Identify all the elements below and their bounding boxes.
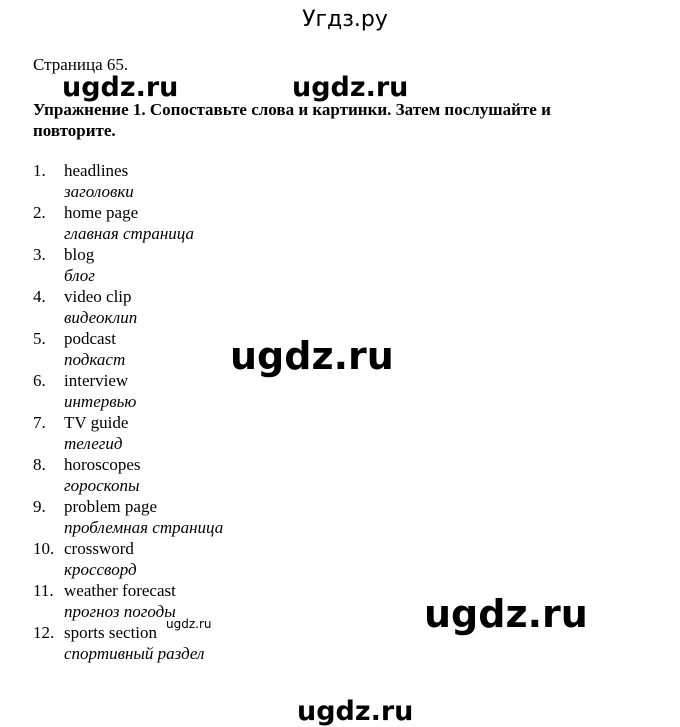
item-number: 8. bbox=[33, 455, 46, 474]
english-word: blog bbox=[64, 245, 95, 264]
english-word: podcast bbox=[64, 329, 116, 348]
list-item bbox=[33, 580, 333, 622]
item-number: 4. bbox=[33, 287, 46, 306]
item-number: 5. bbox=[33, 329, 46, 348]
item-number: 3. bbox=[33, 245, 46, 264]
exercise-heading: Упражнение 1. Сопоставьте слова и картинки. Затем послушайте и повторите. bbox=[33, 100, 551, 140]
item-number: 7. bbox=[33, 413, 46, 432]
word-list bbox=[33, 160, 333, 664]
watermark: ugdz.ru bbox=[230, 334, 394, 378]
list-item bbox=[33, 160, 333, 202]
item-number: 2. bbox=[33, 203, 46, 222]
list-item bbox=[33, 286, 333, 328]
english-word: crossword bbox=[64, 539, 134, 558]
russian-translation: спортивный раздел bbox=[64, 644, 205, 663]
english-word: horoscopes bbox=[64, 455, 141, 474]
english-word: TV guide bbox=[64, 413, 129, 432]
english-word: problem page bbox=[64, 497, 157, 516]
list-item bbox=[33, 202, 333, 244]
russian-translation: гороскопы bbox=[64, 476, 140, 495]
russian-translation: интервью bbox=[64, 392, 137, 411]
item-number: 6. bbox=[33, 371, 46, 390]
list-item bbox=[33, 244, 333, 286]
watermark: ugdz.ru bbox=[166, 617, 212, 631]
list-item bbox=[33, 496, 333, 538]
watermark: ugdz.ru bbox=[424, 592, 588, 636]
russian-translation: кроссворд bbox=[64, 560, 137, 579]
english-word: video clip bbox=[64, 287, 132, 306]
english-word: headlines bbox=[64, 161, 129, 180]
english-word: home page bbox=[64, 203, 139, 222]
site-title: Угдз.ру bbox=[302, 7, 388, 32]
russian-translation: видеоклип bbox=[64, 308, 138, 327]
russian-translation: телегид bbox=[64, 434, 123, 453]
russian-translation: блог bbox=[64, 266, 95, 285]
watermark: ugdz.ru bbox=[62, 72, 179, 103]
english-word: weather forecast bbox=[64, 581, 176, 600]
russian-translation: заголовки bbox=[64, 182, 134, 201]
watermark: ugdz.ru bbox=[297, 696, 414, 727]
item-number: 12. bbox=[33, 623, 55, 642]
russian-translation: главная страница bbox=[64, 224, 194, 243]
item-number: 11. bbox=[33, 581, 54, 600]
list-item bbox=[33, 412, 333, 454]
item-number: 10. bbox=[33, 539, 55, 558]
item-number: 9. bbox=[33, 497, 46, 516]
list-item bbox=[33, 538, 333, 580]
russian-translation: подкаст bbox=[64, 350, 126, 369]
english-word: interview bbox=[64, 371, 129, 390]
item-number: 1. bbox=[33, 161, 46, 180]
watermark: ugdz.ru bbox=[292, 72, 409, 103]
list-item bbox=[33, 454, 333, 496]
page-number-label: Страница 65. bbox=[33, 55, 129, 74]
russian-translation: проблемная страница bbox=[64, 518, 224, 537]
russian-translation: прогноз погоды bbox=[64, 602, 176, 621]
english-word: sports section bbox=[64, 623, 158, 642]
